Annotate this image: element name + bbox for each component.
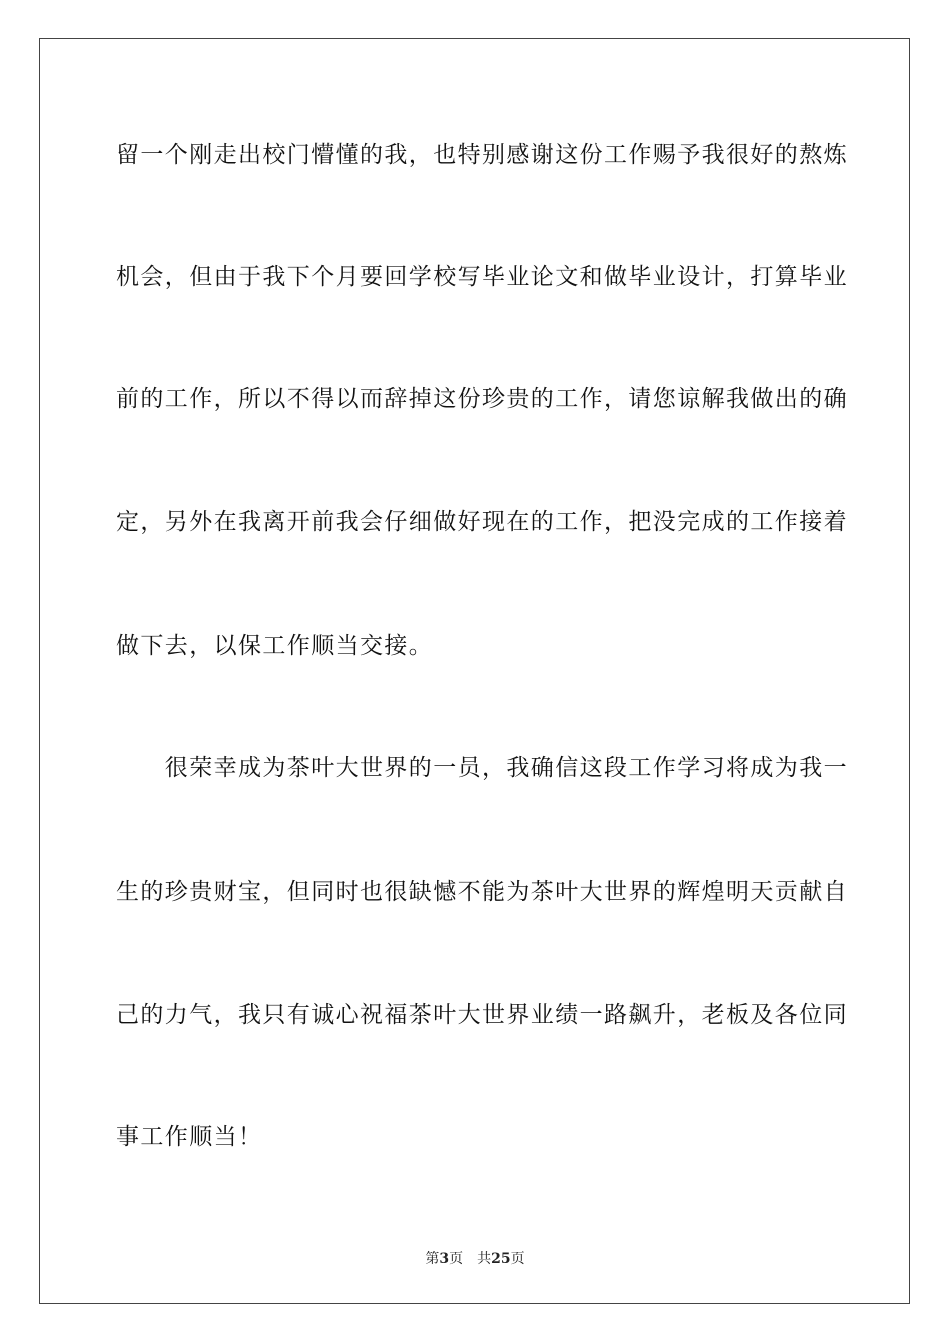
- text-line: 留一个刚走出校门懵懂的我，也特别感谢这份工作赐予我很好的熬炼: [116, 142, 848, 168]
- page-suffix: 页: [449, 1251, 464, 1267]
- text-line: 前的工作，所以不得以而辞掉这份珍贵的工作，请您谅解我做出的确: [116, 386, 848, 412]
- page-prefix: 第: [425, 1251, 440, 1267]
- total-suffix: 页: [510, 1251, 525, 1267]
- text-line: 事工作顺当！: [116, 1124, 263, 1150]
- text-line: 生的珍贵财宝，但同时也很缺憾不能为茶叶大世界的辉煌明天贡献自: [116, 879, 848, 905]
- total-page-count: 25: [491, 1251, 511, 1267]
- text-line: 做下去，以保工作顺当交接。: [116, 633, 434, 659]
- text-line: 机会，但由于我下个月要回学校写毕业论文和做毕业设计，打算毕业: [116, 264, 848, 290]
- current-page-number: 3: [439, 1251, 450, 1267]
- text-line: 定，另外在我离开前我会仔细做好现在的工作，把没完成的工作接着: [116, 509, 848, 535]
- text-line: 己的力气，我只有诚心祝福茶叶大世界业绩一路飙升，老板及各位同: [116, 1002, 848, 1028]
- page-footer: [0, 1248, 950, 1268]
- paragraph-first-line: 很荣幸成为茶叶大世界的一员，我确信这段工作学习将成为我一: [116, 755, 848, 781]
- total-prefix: 共: [477, 1251, 492, 1267]
